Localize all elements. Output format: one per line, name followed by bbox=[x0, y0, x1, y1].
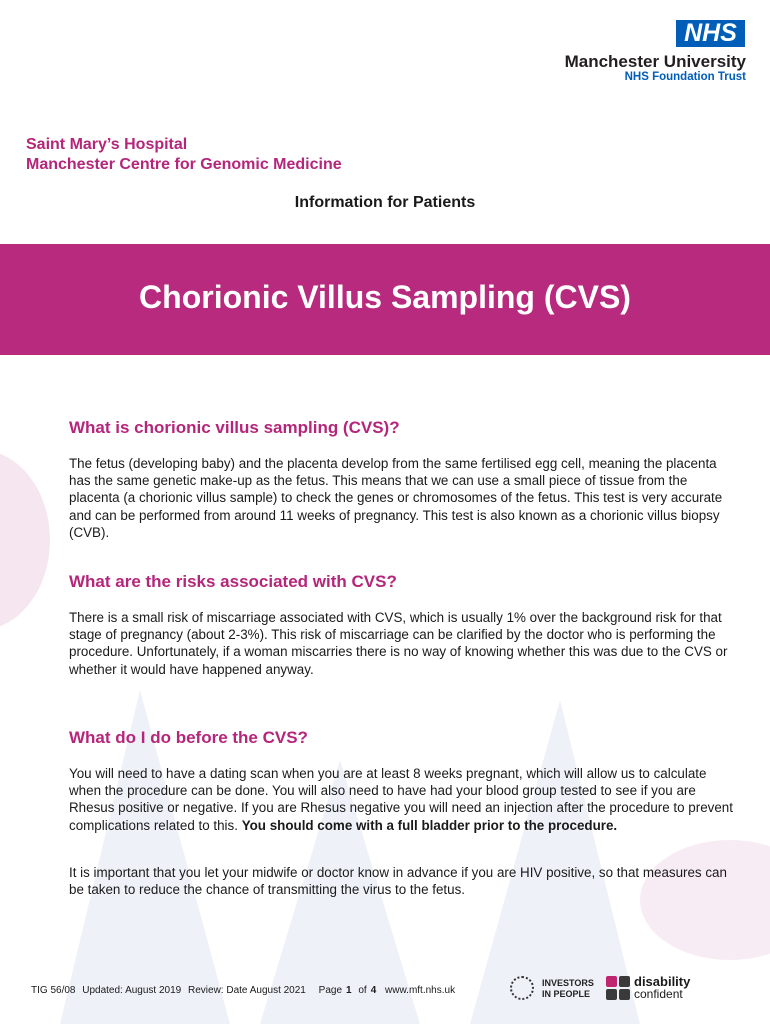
info-for-patients-label: Information for Patients bbox=[294, 194, 476, 211]
footer-url[interactable]: www.mft.nhs.uk bbox=[385, 985, 456, 996]
investors-in-people-logo bbox=[510, 976, 596, 1002]
section-heading-risks: What are the risks associated with CVS? bbox=[69, 572, 397, 591]
title-banner bbox=[0, 244, 770, 355]
section-heading-before-cvs: What do I do before the CVS? bbox=[69, 728, 308, 747]
hospital-name: Saint Mary’s Hospital bbox=[26, 136, 188, 153]
footer-page-num: 1 bbox=[346, 985, 352, 996]
footer-page-total: 4 bbox=[370, 985, 377, 996]
nhs-logo: NHS bbox=[676, 20, 745, 47]
footer-ref: TIG 56/08 bbox=[31, 985, 76, 996]
hospital-heading bbox=[26, 135, 342, 175]
dc-people-icon bbox=[606, 976, 617, 987]
section-paragraph-risks: There is a small risk of miscarriage associated with CVS, which is usually 1% over the background risk for that stage of pregnancy (about 2-3%). This risk of miscarriage can be clarified by the doctor who is performing the procedure. Unfortunately, if a woman miscarries there is no way of knowing whether this was due to the CVS or whether it would have happened anyway. bbox=[69, 610, 728, 677]
before-cvs-bold-instruction: You should come with a full bladder prior to the procedure. bbox=[241, 817, 618, 833]
org-subtitle: NHS Foundation Trust bbox=[624, 71, 746, 83]
section-paragraph-before-cvs bbox=[69, 765, 735, 834]
disability-confident-logo bbox=[606, 974, 690, 1002]
footer-page-of: of bbox=[358, 985, 367, 996]
footer-page-prefix: Page bbox=[318, 985, 343, 996]
dc-symbol-icon-2 bbox=[619, 989, 630, 1000]
iip-line1: INVESTORS bbox=[542, 978, 594, 988]
dc-line2: confident bbox=[634, 987, 683, 1001]
footer-updated: Updated: August 2019 bbox=[82, 985, 182, 996]
iip-wreath-icon bbox=[510, 976, 534, 1000]
dc-line1: disability bbox=[634, 974, 691, 989]
centre-name: Manchester Centre for Genomic Medicine bbox=[26, 156, 342, 173]
before-cvs-text: You will need to have a dating scan when you are at least 8 weeks pregnant, which will allow us to calculate when the procedure can be done. You will also need to have had your blood group tested to see if you are Rhesus positive or negative. If you are Rhesus negative you will need an injection after the procedure to prevent complications related to this. bbox=[69, 766, 733, 833]
page-title: Chorionic Villus Sampling (CVS) bbox=[139, 279, 631, 315]
dc-accessibility-icon bbox=[619, 976, 630, 987]
footer-review: Review: Date August 2021 bbox=[188, 985, 306, 996]
section-heading-what-is-cvs: What is chorionic villus sampling (CVS)? bbox=[69, 418, 400, 437]
org-name: Manchester University bbox=[564, 52, 746, 71]
iip-line2: IN PEOPLE bbox=[542, 989, 591, 999]
dc-symbol-icon bbox=[606, 989, 617, 1000]
section-paragraph-hiv: It is important that you let your midwife or doctor know in advance if you are HIV positive, so that measures can be taken to reduce the chance of transmitting the virus to the fetus. bbox=[69, 865, 727, 898]
section-paragraph-what-is-cvs: The fetus (developing baby) and the placenta develop from the same fertilised egg cell, meaning the placenta has the same genetic make-up as the fetus. This means that we can use a small piece of tissue from the placenta (a chorionic villus sample) to check the genes or chromosomes of the fetus. This test is very accurate and can be performed from around 11 weeks of pregnancy. This test is also known as a chorionic villus biopsy (CVB). bbox=[69, 456, 723, 540]
footer bbox=[31, 985, 459, 996]
